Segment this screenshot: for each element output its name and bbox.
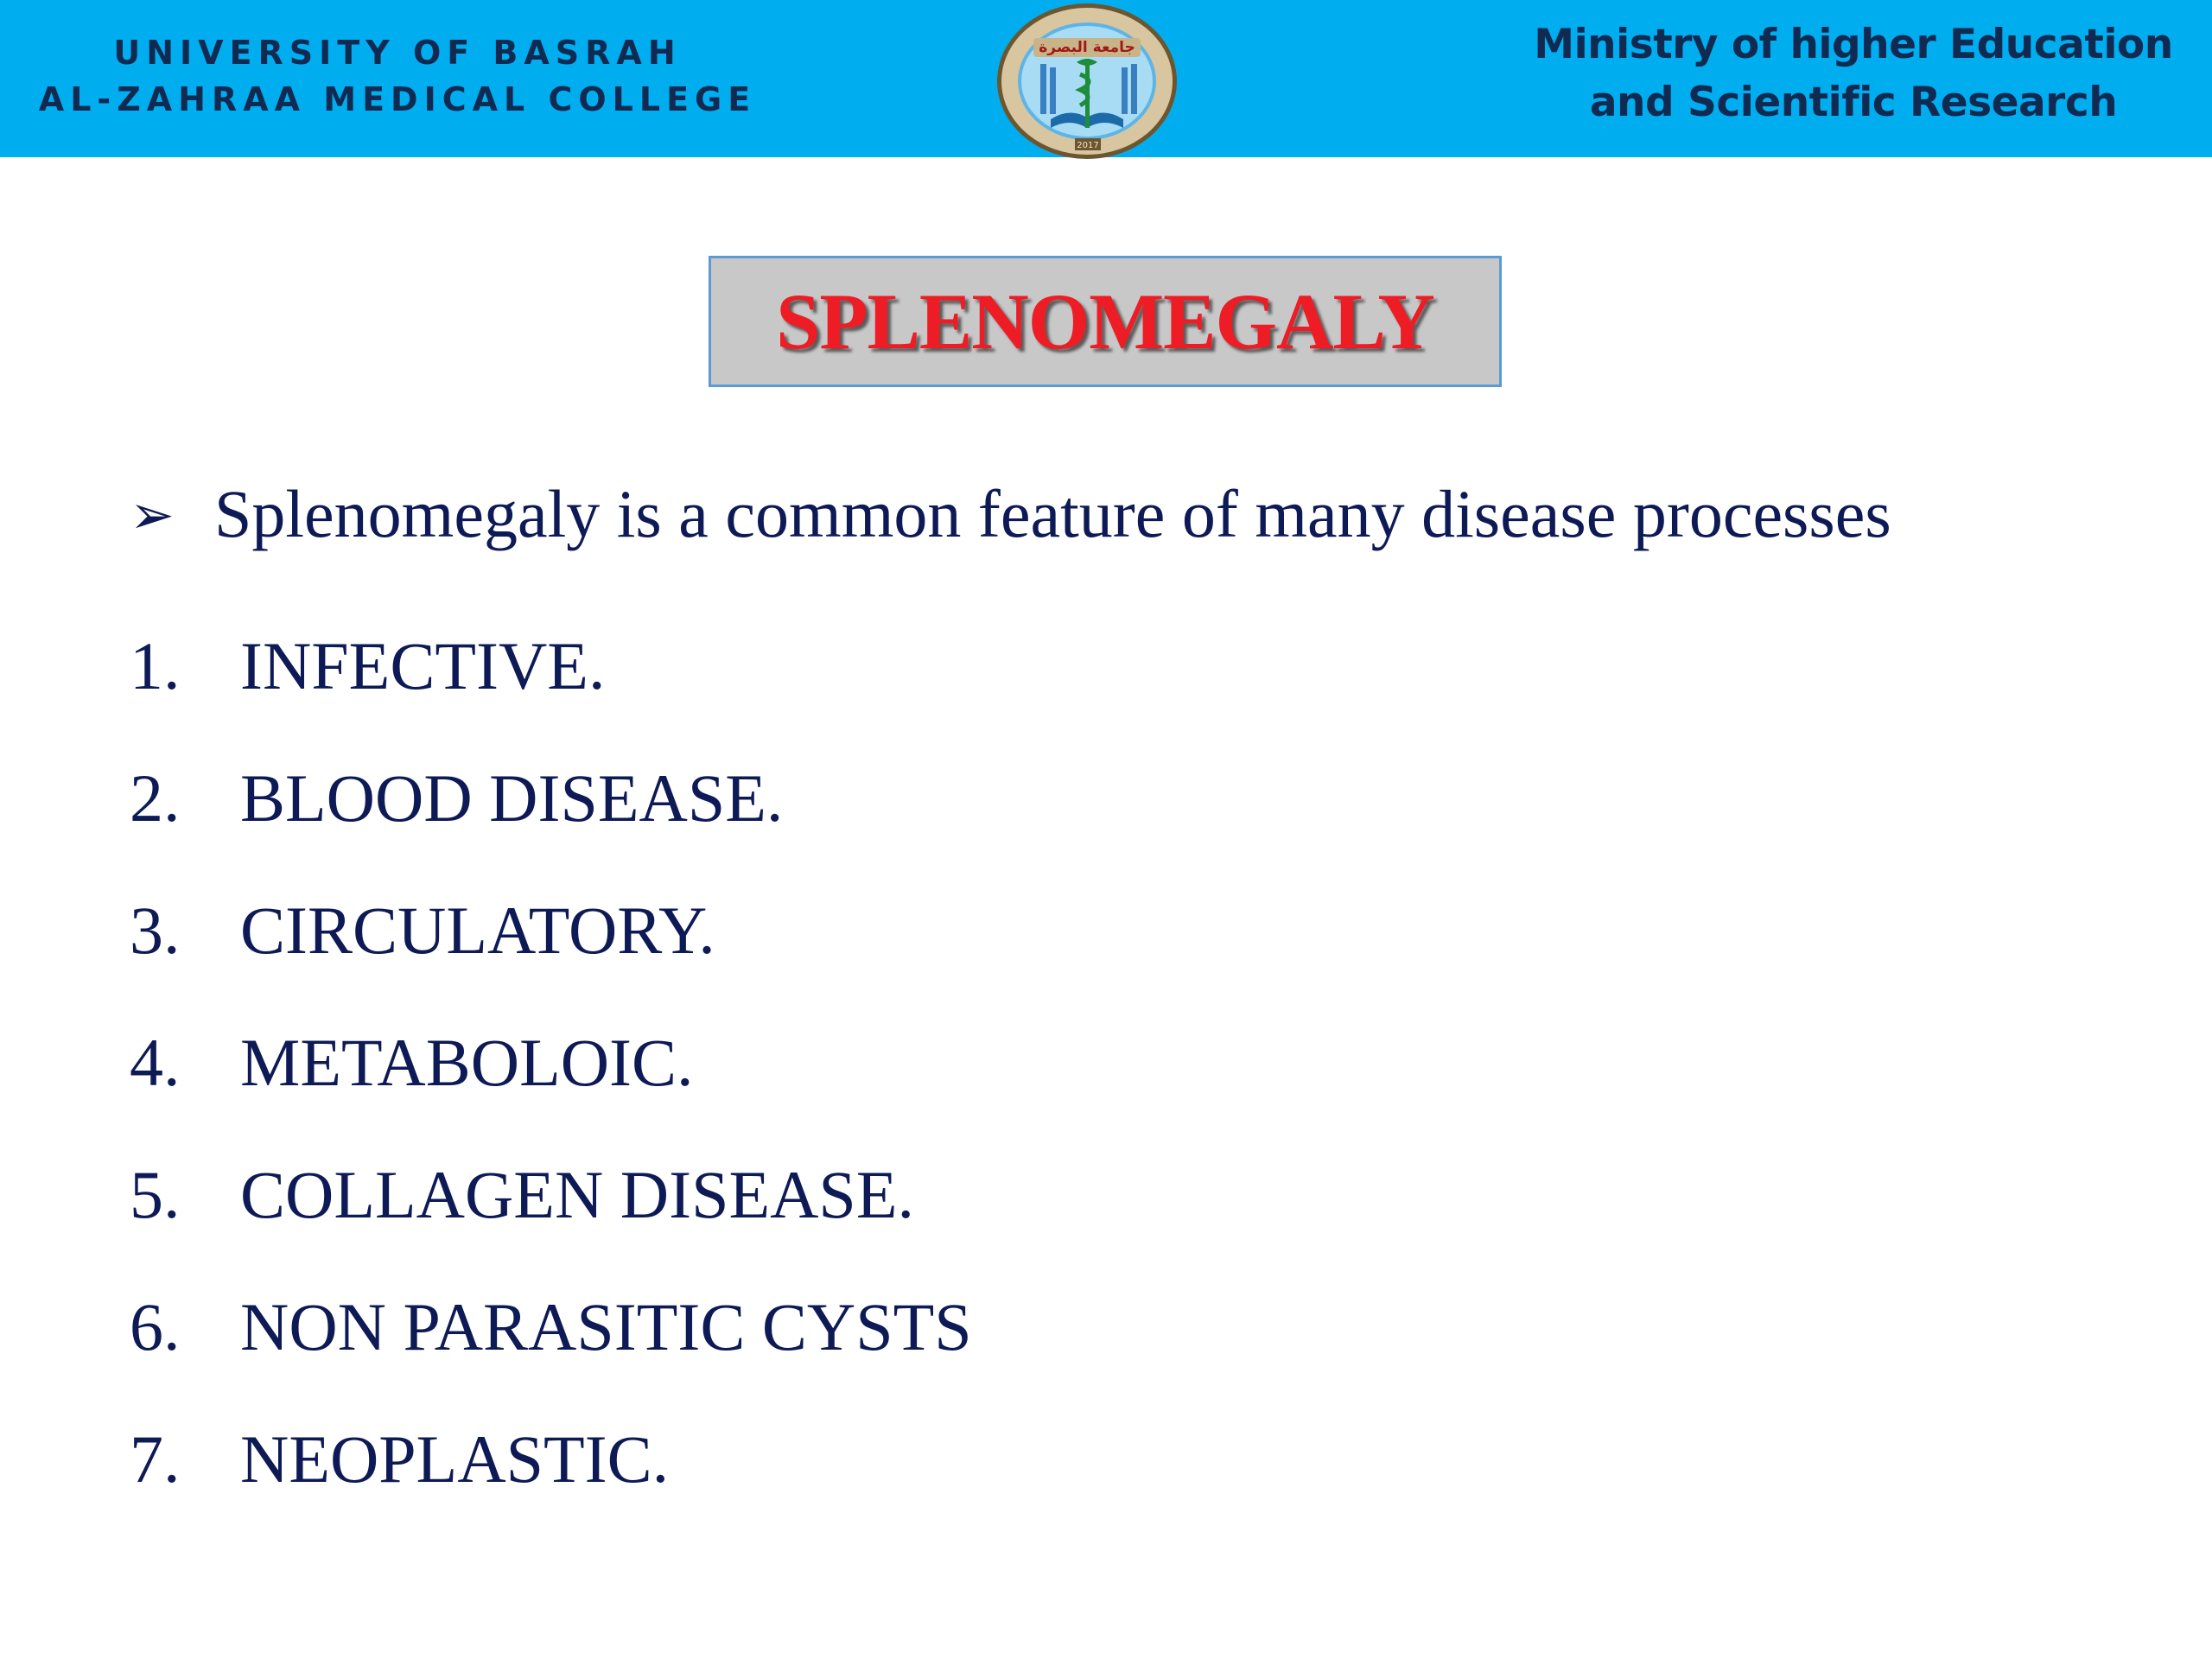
ministry-line-1: Ministry of higher Education bbox=[1534, 21, 2173, 68]
university-line-1: UNIVERSITY OF BASRAH bbox=[113, 34, 682, 72]
list-item-number: 5. bbox=[130, 1156, 181, 1232]
slide-content bbox=[130, 467, 2186, 1525]
list-item-text: INFECTIVE. bbox=[240, 627, 606, 703]
list-item-number: 6. bbox=[130, 1288, 181, 1364]
list-item bbox=[130, 600, 2186, 732]
ministry-name bbox=[1508, 16, 2199, 131]
list-item-number: 4. bbox=[130, 1024, 181, 1100]
list-item-number: 7. bbox=[130, 1421, 181, 1497]
cause-list bbox=[130, 600, 2186, 1525]
title-box bbox=[709, 256, 1502, 387]
list-item-text: CIRCULATORY. bbox=[240, 892, 715, 968]
list-item bbox=[130, 864, 2186, 996]
list-item-text: NEOPLASTIC. bbox=[240, 1421, 670, 1497]
university-name bbox=[0, 29, 795, 123]
list-item-number: 3. bbox=[130, 892, 181, 968]
intro-bullet-text: Splenomegaly is a common feature of many disease processes bbox=[214, 476, 1891, 551]
list-item-text: METABOLOIC. bbox=[240, 1024, 694, 1100]
list-item bbox=[130, 1128, 2186, 1261]
seal-arabic-text: جامعة البصرة bbox=[1039, 39, 1135, 56]
intro-bullet bbox=[130, 467, 2186, 562]
list-item-number: 1. bbox=[130, 627, 181, 703]
seal-year: 2017 bbox=[1077, 141, 1099, 150]
list-item bbox=[130, 732, 2186, 864]
slide-title: SPLENOMEGALY bbox=[776, 277, 1434, 365]
list-item bbox=[130, 1261, 2186, 1393]
list-item-text: NON PARASITIC CYSTS bbox=[240, 1288, 972, 1364]
list-item bbox=[130, 1393, 2186, 1525]
list-item bbox=[130, 996, 2186, 1128]
arrowhead-bullet-icon: ➢ bbox=[130, 482, 175, 546]
list-item-text: BLOOD DISEASE. bbox=[240, 760, 784, 836]
list-item-text: COLLAGEN DISEASE. bbox=[240, 1156, 914, 1232]
ministry-line-2: and Scientific Research bbox=[1589, 79, 2118, 126]
list-item-number: 2. bbox=[130, 760, 181, 836]
college-seal-logo bbox=[995, 2, 1179, 162]
university-line-2: AL-ZAHRAA MEDICAL COLLEGE bbox=[38, 80, 757, 118]
